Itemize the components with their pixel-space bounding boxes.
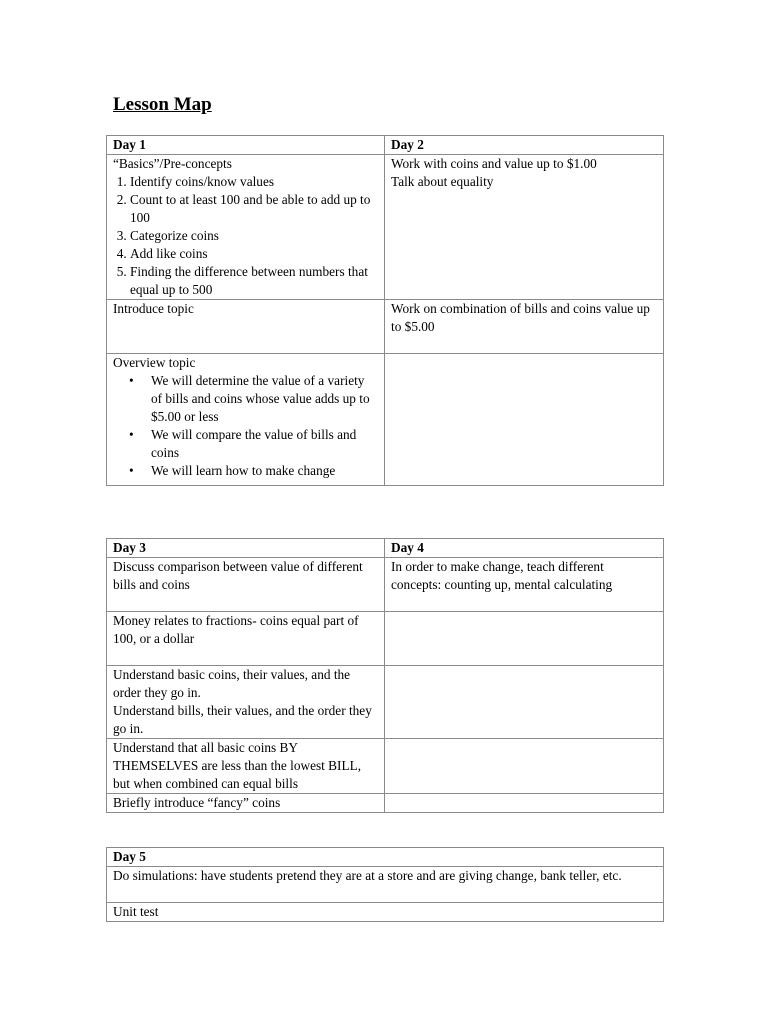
cell-heading: Overview topic — [113, 355, 196, 370]
day1-day2-table — [106, 135, 664, 486]
bullet-icon: • — [129, 373, 134, 388]
cell-line: Talk about equality — [391, 174, 494, 189]
table-cell — [385, 612, 664, 666]
table-cell — [385, 155, 664, 300]
list-item: 3. Categorize coins — [130, 227, 378, 245]
table-header-day3: Day 3 — [107, 539, 385, 558]
day5-table — [106, 847, 664, 922]
list-item: 5. Finding the difference between numbers that equal up to 500 — [130, 263, 378, 299]
table-cell: Work on combination of bills and coins value up to $5.00 — [385, 300, 664, 354]
table-cell — [107, 666, 385, 739]
table-cell: Understand that all basic coins BY THEMSELVES are less than the lowest BILL, but when combined can equal bills — [107, 739, 385, 794]
table-header-day5: Day 5 — [107, 848, 664, 867]
list-item-text: We will learn how to make change — [151, 463, 336, 478]
table-cell — [107, 155, 385, 300]
list-item-text: We will determine the value of a variety of bills and coins whose value adds up to $5.00 or less — [151, 373, 370, 424]
cell-heading: “Basics”/Pre-concepts — [113, 156, 232, 171]
table-cell: Unit test — [107, 903, 664, 922]
day3-day4-table — [106, 538, 664, 813]
cell-line: Work with coins and value up to $1.00 — [391, 156, 597, 171]
table-cell: Discuss comparison between value of different bills and coins — [107, 558, 385, 612]
table-cell: Do simulations: have students pretend they are at a store and are giving change, bank teller, etc. — [107, 867, 664, 903]
list-item — [129, 426, 378, 462]
list-item: 1. Identify coins/know values — [130, 173, 378, 191]
list-item: 4. Add like coins — [130, 245, 378, 263]
cell-line: Understand basic coins, their values, and the order they go in. — [113, 667, 351, 700]
list-item-text: We will compare the value of bills and coins — [151, 427, 357, 460]
page-title: Lesson Map — [113, 94, 212, 115]
table-cell — [385, 666, 664, 739]
table-cell — [385, 794, 664, 813]
table-header-day2: Day 2 — [385, 136, 664, 155]
table-cell: Money relates to fractions- coins equal part of 100, or a dollar — [107, 612, 385, 666]
list-item: 2. Count to at least 100 and be able to add up to 100 — [130, 191, 378, 227]
list-item — [129, 372, 378, 426]
bullet-list — [113, 372, 378, 480]
table-cell — [385, 739, 664, 794]
table-cell: Briefly introduce “fancy” coins — [107, 794, 385, 813]
bullet-icon: • — [129, 463, 134, 478]
table-cell — [385, 354, 664, 486]
table-cell: In order to make change, teach different concepts: counting up, mental calculating — [385, 558, 664, 612]
numbered-list — [113, 173, 378, 299]
list-item — [129, 462, 378, 480]
cell-line: Understand bills, their values, and the order they go in. — [113, 703, 372, 736]
table-cell: Introduce topic — [107, 300, 385, 354]
table-header-day1: Day 1 — [107, 136, 385, 155]
table-header-day4: Day 4 — [385, 539, 664, 558]
table-cell — [107, 354, 385, 486]
bullet-icon: • — [129, 427, 134, 442]
